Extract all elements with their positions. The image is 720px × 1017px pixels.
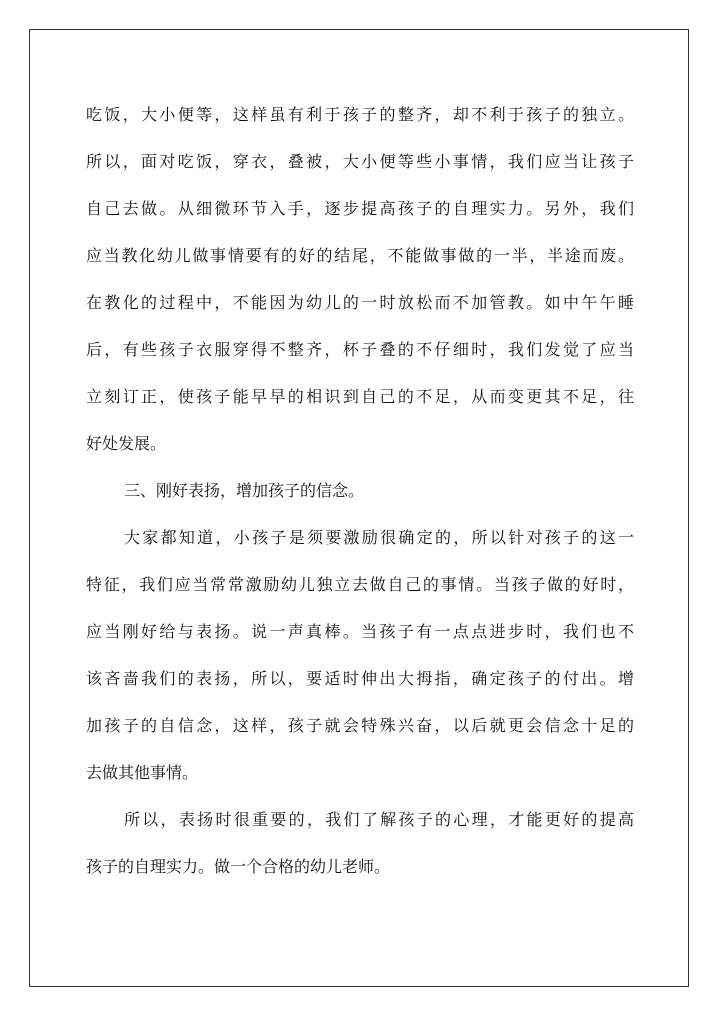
text-line: 吃饭，大小便等，这样虽有利于孩子的整齐，却不利于孩子的独立。 [86, 105, 634, 124]
text-line: 所以，面对吃饭，穿衣，叠被，大小便等些小事情，我们应当让孩子 [86, 152, 634, 171]
document-body [86, 91, 634, 890]
paragraph-3 [86, 796, 634, 890]
paragraph-1 [86, 91, 634, 467]
paragraph-2 [86, 514, 634, 796]
text-line: 特征，我们应当常常激励幼儿独立去做自己的事情。当孩子做的好时， [86, 575, 634, 594]
text-line: 孩子的自理实力。做一个合格的幼儿老师。 [86, 857, 391, 876]
text-line: 立刻订正，使孩子能早早的相识到自己的不足，从而变更其不足，往 [86, 387, 634, 406]
text-line: 加孩子的自信念，这样，孩子就会特殊兴奋，以后就更会信念十足的 [86, 716, 634, 735]
text-line: 自己去做。从细微环节入手，逐步提高孩子的自理实力。另外，我们 [86, 199, 634, 218]
text-line: 去做其他事情。 [86, 763, 199, 782]
text-line: 该吝啬我们的表扬，所以，要适时伸出大拇指，确定孩子的付出。增 [86, 669, 634, 688]
section-heading: 三、刚好表扬，增加孩子的信念。 [124, 481, 365, 500]
text-line: 大家都知道，小孩子是须要激励很确定的，所以针对孩子的这一 [124, 528, 634, 547]
text-line: 所以，表扬时很重要的，我们了解孩子的心理，才能更好的提高 [124, 810, 634, 829]
text-line: 应当刚好给与表扬。说一声真棒。当孩子有一点点进步时，我们也不 [86, 622, 634, 641]
text-line: 后，有些孩子衣服穿得不整齐，杯子叠的不仔细时，我们发觉了应当 [86, 340, 634, 359]
text-line: 好处发展。 [86, 434, 167, 453]
text-line: 在教化的过程中，不能因为幼儿的一时放松而不加管教。如中午午睡 [86, 293, 634, 312]
text-line: 应当教化幼儿做事情要有的好的结尾，不能做事做的一半，半途而废。 [86, 246, 634, 265]
